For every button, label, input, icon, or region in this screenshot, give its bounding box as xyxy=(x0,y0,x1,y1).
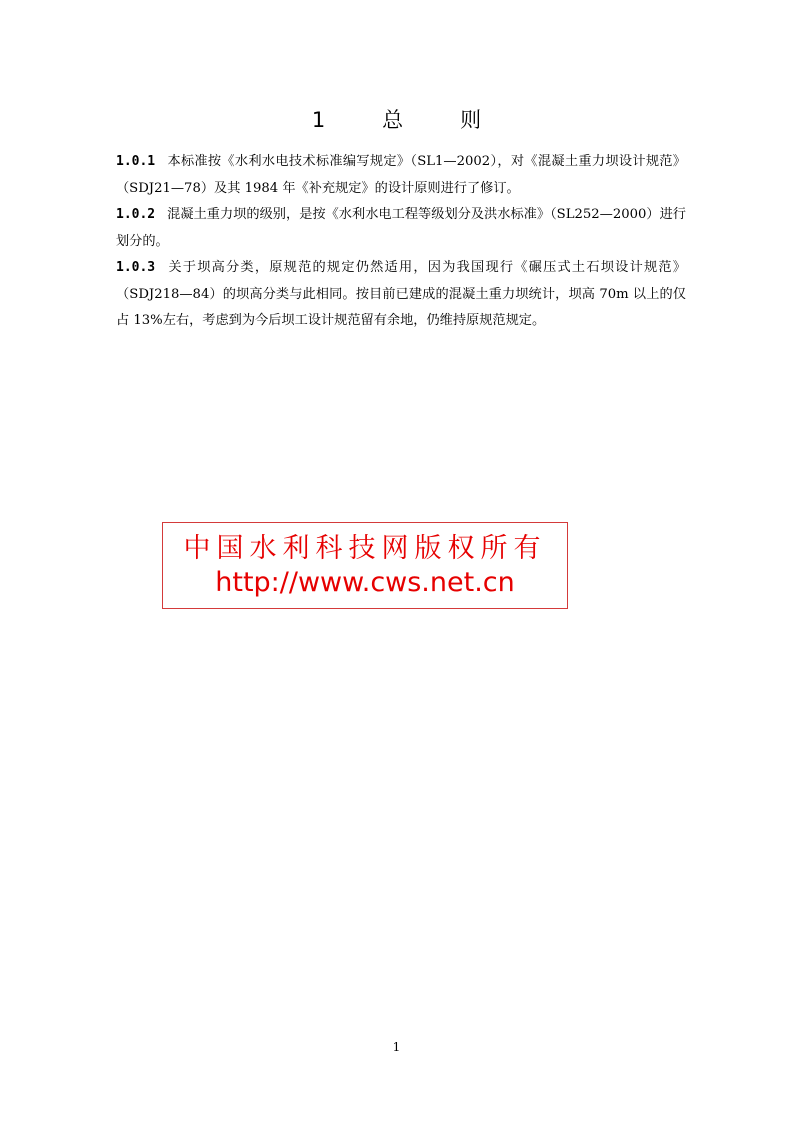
clause-number: 1.0.3 xyxy=(116,260,156,275)
watermark-url-text: http://www.cws.net.cn xyxy=(215,567,515,598)
clause-1-0-1 xyxy=(116,149,686,202)
copyright-watermark xyxy=(162,522,568,609)
clause-text: 混凝土重力坝的级别，是按《水利水电工程等级划分及洪水标准》（SL252—2000）进行划分的。 xyxy=(116,207,686,249)
clause-number: 1.0.2 xyxy=(116,207,156,222)
page-number: 1 xyxy=(392,1040,401,1054)
clause-1-0-2 xyxy=(116,202,686,255)
clause-text: 关于坝高分类，原规范的规定仍然适用，因为我国现行《碾压式土石坝设计规范》（SDJ218—84）的坝高分类与此相同。按目前已建成的混凝土重力坝统计，坝高 70m 以上的仅占 13%左右，考虑到为今后坝工设计规范留有余地，仍维持原规范规定。 xyxy=(116,260,686,328)
clause-1-0-3 xyxy=(116,255,686,335)
clause-list xyxy=(116,149,686,335)
watermark-owner-text: 中国水利科技网版权所有 xyxy=(183,533,547,564)
clause-text: 本标准按《水利水电技术标准编写规定》（SL1—2002），对《混凝土重力坝设计规范》（SDJ21—78）及其 1984 年《补充规定》的设计原则进行了修订。 xyxy=(116,154,686,196)
page-title: 1 总 则 xyxy=(311,108,500,132)
clause-number: 1.0.1 xyxy=(116,154,156,169)
